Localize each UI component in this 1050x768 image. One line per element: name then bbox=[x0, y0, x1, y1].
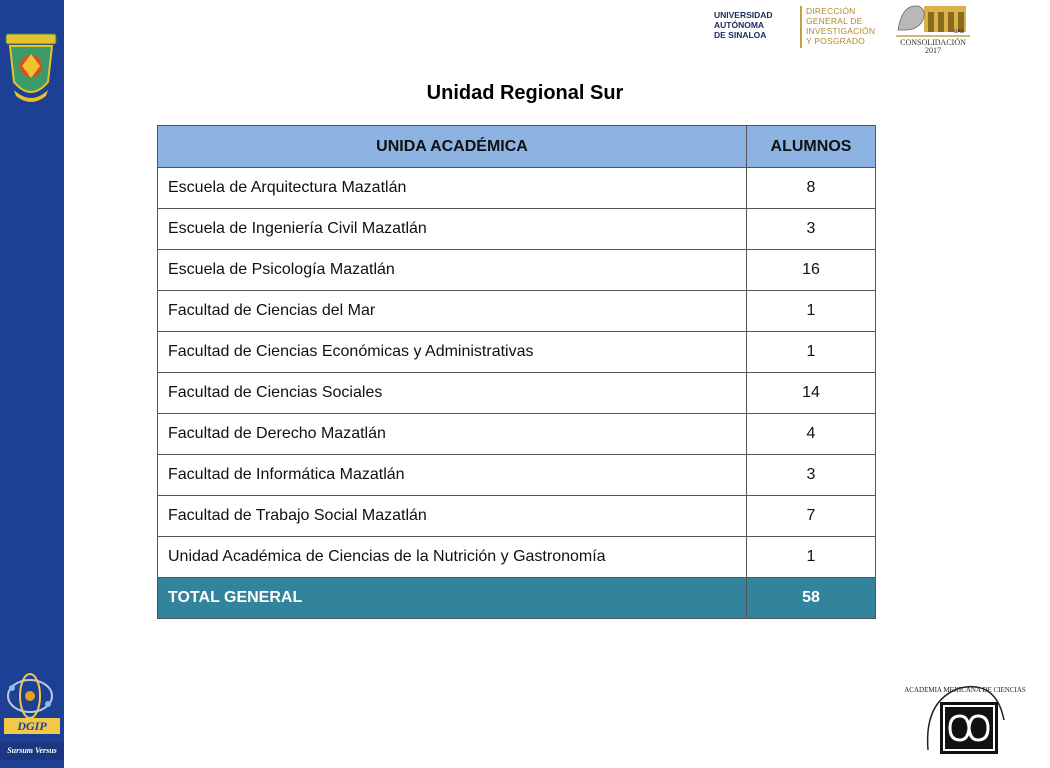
students-cell: 16 bbox=[747, 250, 876, 291]
column-header-unit: UNIDA ACADÉMICA bbox=[158, 126, 747, 168]
consolidation-caption bbox=[894, 39, 972, 55]
university-line: DE SINALOA bbox=[714, 30, 767, 40]
uas-tag: UAS bbox=[953, 29, 964, 35]
direction-line: Y POSGRADO bbox=[806, 36, 865, 46]
direction-line: GENERAL DE bbox=[806, 16, 863, 26]
direction-line: INVESTIGACIÓN bbox=[806, 26, 876, 36]
students-cell: 14 bbox=[747, 373, 876, 414]
students-cell: 1 bbox=[747, 291, 876, 332]
academia-mexicana-logo-icon bbox=[904, 680, 1026, 760]
sursum-versus-label: Sursum Versus bbox=[0, 742, 64, 760]
unit-cell: Escuela de Ingeniería Civil Mazatlán bbox=[158, 209, 747, 250]
header-divider bbox=[800, 6, 802, 48]
students-table bbox=[157, 125, 876, 619]
column-header-students: ALUMNOS bbox=[747, 126, 876, 168]
total-row bbox=[158, 578, 876, 619]
unit-cell: Facultad de Derecho Mazatlán bbox=[158, 414, 747, 455]
amc-ring-text: ACADEMIA MEXICANA DE CIENCIAS bbox=[904, 686, 1026, 694]
students-cell: 1 bbox=[747, 332, 876, 373]
unit-cell: Facultad de Ciencias Económicas y Administrativas bbox=[158, 332, 747, 373]
students-cell: 3 bbox=[747, 209, 876, 250]
table-row bbox=[158, 537, 876, 578]
table-row bbox=[158, 414, 876, 455]
consolidation-year: 2017 bbox=[925, 46, 941, 55]
unit-cell: Unidad Académica de Ciencias de la Nutrición y Gastronomía bbox=[158, 537, 747, 578]
students-cell: 1 bbox=[747, 537, 876, 578]
table-header-row bbox=[158, 126, 876, 168]
table-row bbox=[158, 209, 876, 250]
unit-cell: Escuela de Psicología Mazatlán bbox=[158, 250, 747, 291]
students-cell: 4 bbox=[747, 414, 876, 455]
university-line: AUTÓNOMA bbox=[714, 20, 765, 30]
dgip-logo-icon bbox=[0, 668, 64, 740]
unit-cell: Facultad de Informática Mazatlán bbox=[158, 455, 747, 496]
university-line: UNIVERSIDAD bbox=[714, 10, 773, 20]
sidebar bbox=[0, 0, 64, 768]
dgip-logo-text: DGIP bbox=[17, 719, 47, 733]
table-row bbox=[158, 291, 876, 332]
page-title: Unidad Regional Sur bbox=[426, 82, 624, 104]
students-cell: 7 bbox=[747, 496, 876, 537]
university-name bbox=[714, 10, 798, 40]
students-cell: 8 bbox=[747, 168, 876, 209]
table-row bbox=[158, 250, 876, 291]
total-label: TOTAL GENERAL bbox=[158, 578, 747, 619]
total-value: 58 bbox=[747, 578, 876, 619]
consolidation-label: CONSOLIDACIÓN bbox=[900, 38, 966, 47]
table-row bbox=[158, 496, 876, 537]
table-row bbox=[158, 373, 876, 414]
table-row bbox=[158, 168, 876, 209]
students-cell: 3 bbox=[747, 455, 876, 496]
unit-cell: Facultad de Ciencias Sociales bbox=[158, 373, 747, 414]
direction-line: DIRECCIÓN bbox=[806, 6, 856, 16]
direction-name bbox=[806, 6, 896, 46]
table-row bbox=[158, 332, 876, 373]
unit-cell: Escuela de Arquitectura Mazatlán bbox=[158, 168, 747, 209]
unit-cell: Facultad de Ciencias del Mar bbox=[158, 291, 747, 332]
table-row bbox=[158, 455, 876, 496]
unit-cell: Facultad de Trabajo Social Mazatlán bbox=[158, 496, 747, 537]
